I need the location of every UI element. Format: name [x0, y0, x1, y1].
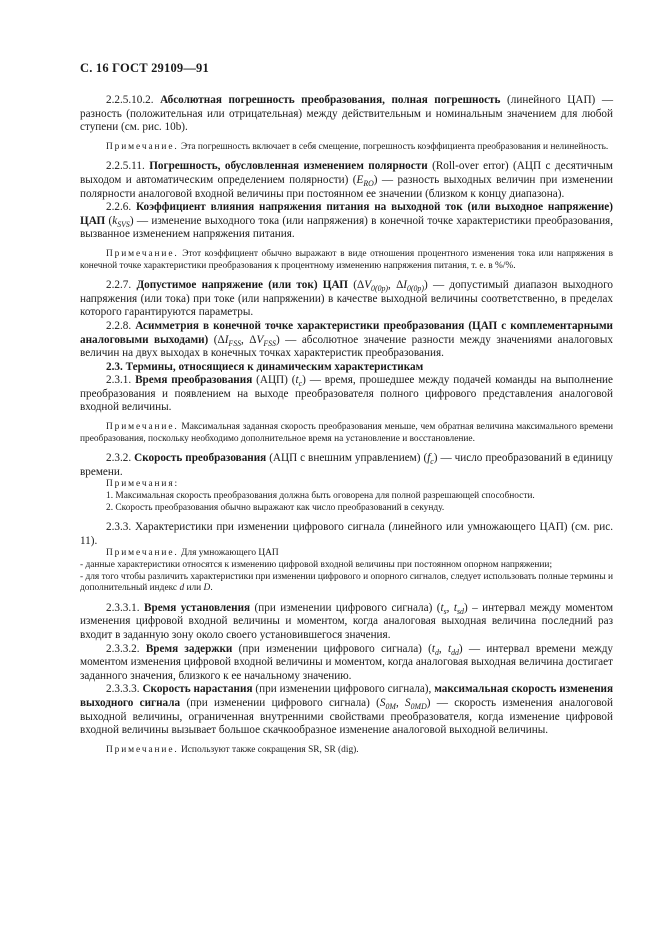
note-text: Используют также сокращения SR, SR (dig). — [181, 744, 359, 755]
clause-text-cont: ) — скорость изменения аналоговой выходной величины, ограниченная внутренними свойствами преобразователя, когда изменение цифровой входной величины вызывает большое скачкообразное изменение аналоговой выходной величины. — [80, 696, 613, 737]
symbol-subscript: sd — [457, 607, 464, 617]
note-label: Примечание. — [106, 422, 179, 433]
clause-term: Время задержки — [145, 642, 233, 655]
symbol: f — [427, 452, 431, 465]
clause-number: 2.2.5.11. — [106, 160, 145, 173]
note-label: Примечание. — [106, 248, 179, 259]
clause-term: Время установления — [144, 601, 251, 614]
symbol-subscript: c — [298, 379, 303, 389]
page-header: С. 16 ГОСТ 29109—91 — [80, 61, 209, 75]
clause-number: 2.2.8. — [106, 319, 132, 332]
symbol: t — [431, 642, 435, 655]
note-4 — [80, 479, 613, 514]
clause-text-cont: ) — число преобразований в единицу времени. — [80, 452, 613, 478]
separator: , — [446, 601, 454, 614]
clause-text: (Roll-over error) (АЦП с десятичным выходом и автоматическим определением полярности) ( — [80, 160, 614, 186]
clause-2-3-3 — [80, 521, 613, 548]
note-line-1: - данные характеристики относятся к изменению цифровой входной величины при постоянном опорном напряжении; — [80, 560, 553, 570]
clause-term: Абсолютная погрешность преобразования, полная погрешность — [160, 94, 501, 106]
clause-text-cont: ) — абсолютное значение разности между значениями аналоговых величин на двух выходах в конечных точках характеристик преобразования. — [80, 333, 613, 360]
clause-term: Скорость нарастания — [142, 683, 253, 696]
note-item-2: 2. Скорость преобразования обычно выражают как число преобразований в секунду. — [106, 502, 445, 513]
note-label: Примечание. — [106, 141, 179, 152]
clause-text-cont: ) — время, прошедшее между подачей команды на выполнение преобразования и появлением на выходе преобразователя полного цифрового представления аналоговой входной величины. — [80, 374, 614, 414]
separator: , — [395, 696, 406, 709]
clause-2-3-3-1 — [80, 602, 613, 643]
separator: , Δ — [388, 279, 404, 292]
index-d: d — [179, 583, 185, 594]
symbol-subscript: FSS — [228, 338, 242, 348]
clause-term: Скорость преобразования — [134, 452, 267, 465]
symbol-subscript: RO — [363, 179, 374, 189]
symbol-subscript: 0MD — [410, 702, 427, 712]
symbol: t — [440, 601, 444, 614]
note-3 — [80, 422, 613, 445]
symbol: V — [364, 279, 372, 292]
symbol-subscript: c — [430, 457, 434, 467]
symbol: t — [295, 374, 299, 387]
symbol-subscript: 0(0p) — [407, 284, 424, 294]
symbol-subscript: s — [443, 607, 447, 617]
symbol-subscript: 0(0p) — [371, 284, 389, 294]
clause-term: Коэффициент влияния напряжения питания на выходной ток (или выходное напряжение) ЦАП — [80, 201, 613, 227]
clause-text-2: (при изменении цифрового сигнала) ( — [186, 696, 380, 709]
clause-text-cont: ) — допустимый диапазон выходного напряжения (или тока) при токе (или напряжении) в качестве выходной величины соответственно, в пределах которого гарантируются параметры. — [80, 279, 613, 319]
note-line-2 — [80, 572, 613, 595]
note-label: Примечание. — [106, 548, 179, 559]
clause-term: Погрешность, обусловленная изменением полярности — [149, 160, 428, 173]
clause-2-2-5-11 — [80, 160, 613, 201]
clause-number: 2.2.7. — [106, 279, 132, 292]
note-6 — [80, 745, 613, 757]
clause-text-cont: ) — интервал времени между моментом изменения цифровой входной величины и моментом, когда аналоговая выходная величина достигает заданного значения, близкого к ее начальному значению. — [80, 642, 614, 682]
note-text: Этот коэффициент обычно выражают в виде отношения процентного изменения тока или напряжения в конечной точке характеристики преобразования к процентному изменению напряжения питания, т. е. в %/%. — [80, 248, 613, 271]
symbol-subscript: d — [435, 647, 439, 657]
clause-2-2-5-10-2 — [80, 94, 613, 135]
clause-2-3-3-3 — [80, 683, 613, 737]
clause-2-3-2 — [80, 452, 613, 479]
clause-term-2: максимальная скорость изменения выходного сигнала — [80, 683, 614, 709]
clause-2-2-8 — [80, 320, 613, 361]
clause-text: Характеристики при изменении цифрового сигнала (линейного или умножающего ЦАП) (см. рис. 11). — [80, 521, 614, 547]
clause-number: 2.3.2. — [106, 452, 132, 465]
period: . — [210, 583, 213, 594]
note-label: Примечания: — [106, 479, 180, 490]
clause-text-cont: ) — изменение выходного тока (или напряжения) в конечной точке характеристики преобразования, вызванное изменением напряжения питания. — [80, 214, 613, 241]
section-title: 2.3. Термины, относящиеся к динамическим характеристикам — [106, 360, 424, 373]
note-label-tail: Для умножающего ЦАП — [181, 548, 279, 559]
clause-text: (АЦП с внешним управлением) ( — [269, 452, 428, 465]
symbol: V — [256, 333, 264, 346]
symbol-subscript: 0M — [385, 702, 396, 712]
clause-text: (при изменении цифрового сигнала) ( — [254, 601, 441, 614]
symbol: I — [224, 333, 229, 346]
clause-2-2-7 — [80, 279, 613, 320]
note-label: Примечание. — [106, 744, 179, 755]
note-5-label-line — [80, 548, 613, 560]
symbol: t — [453, 601, 458, 614]
clause-text: (АЦП) ( — [256, 374, 296, 387]
note-1 — [80, 142, 613, 154]
symbol-subscript: FSS — [263, 338, 276, 348]
note-text: Эта погрешность включает в себя смещение, погрешность коэффициента преобразования и нелинейность. — [181, 141, 609, 152]
clause-2-3-1 — [80, 374, 613, 415]
symbol: k — [112, 214, 118, 227]
note-text: Максимальная заданная скорость преобразования меньше, чем обратная величина максимального времени преобразования, поскольку необходимо дополнительное время на установление и восстановление. — [80, 422, 614, 444]
clause-2-2-6 — [80, 201, 613, 242]
clause-text: (при изменении цифрового сигнала), — [255, 683, 432, 696]
symbol: I — [403, 279, 407, 292]
note-5 — [80, 548, 613, 594]
clause-text-cont: ) — разность выходных величин при изменении полярности аналоговой входной величины при постоянном ее значении (близком к концу диапазона). — [80, 173, 613, 200]
clause-2-3-3-2 — [80, 643, 613, 684]
clause-number: 2.3.3.2. — [106, 642, 140, 655]
note-line-2-text: - для того чтобы различить характеристики при изменении цифрового и опорного сигналов, следует использовать полные термины и дополнительный индекс — [80, 571, 613, 594]
symbol: S — [405, 696, 411, 709]
symbol: t — [447, 642, 452, 655]
clause-number: 2.2.6. — [106, 201, 132, 214]
clause-term: Асимметрия в конечной точке характеристики преобразования (ЦАП с комплементарными аналоговыми выходами) — [80, 319, 614, 346]
clause-number: 2.3.3.1. — [106, 601, 140, 614]
clause-text: ( — [108, 214, 113, 227]
clause-text: (при изменении цифрового сигнала) ( — [238, 642, 432, 655]
clause-text: (линейного ЦАП) — разность (положительная или отрицательная) между действительным и номинальным значением для любой ступени (см. рис. 10b). — [80, 94, 614, 134]
clause-term: Допустимое напряжение (или ток) ЦАП — [136, 279, 349, 292]
clause-term: Время преобразования — [135, 374, 253, 387]
conjunction: или — [186, 583, 202, 594]
clause-number: 2.3.3. — [106, 521, 132, 534]
clause-text-cont: ) – интервал между моментом изменения цифровой входной величины и моментом, когда аналоговая выходная величина последний раз входит в заданную зону около своего установившегося значения. — [80, 601, 614, 641]
clause-number: 2.3.3.3. — [106, 683, 140, 696]
note-item-1: 1. Максимальная скорость преобразования должна быть оговорена для полной разрешающей способности. — [106, 491, 535, 502]
separator: , — [438, 642, 448, 655]
index-D: D — [203, 583, 211, 594]
symbol-subscript: dd — [451, 647, 459, 657]
symbol: S — [379, 696, 386, 709]
clause-text: (Δ — [213, 333, 225, 346]
section-heading-2-3 — [80, 361, 613, 375]
note-2 — [80, 249, 613, 272]
clause-text: (Δ — [353, 279, 365, 292]
document-body — [80, 94, 613, 756]
note-4-label-line — [80, 479, 613, 491]
clause-number: 2.3.1. — [106, 374, 132, 387]
clause-number: 2.2.5.10.2. — [106, 94, 154, 106]
symbol: E — [356, 173, 364, 186]
separator: , Δ — [241, 333, 257, 346]
symbol-subscript: SVS — [117, 219, 130, 229]
